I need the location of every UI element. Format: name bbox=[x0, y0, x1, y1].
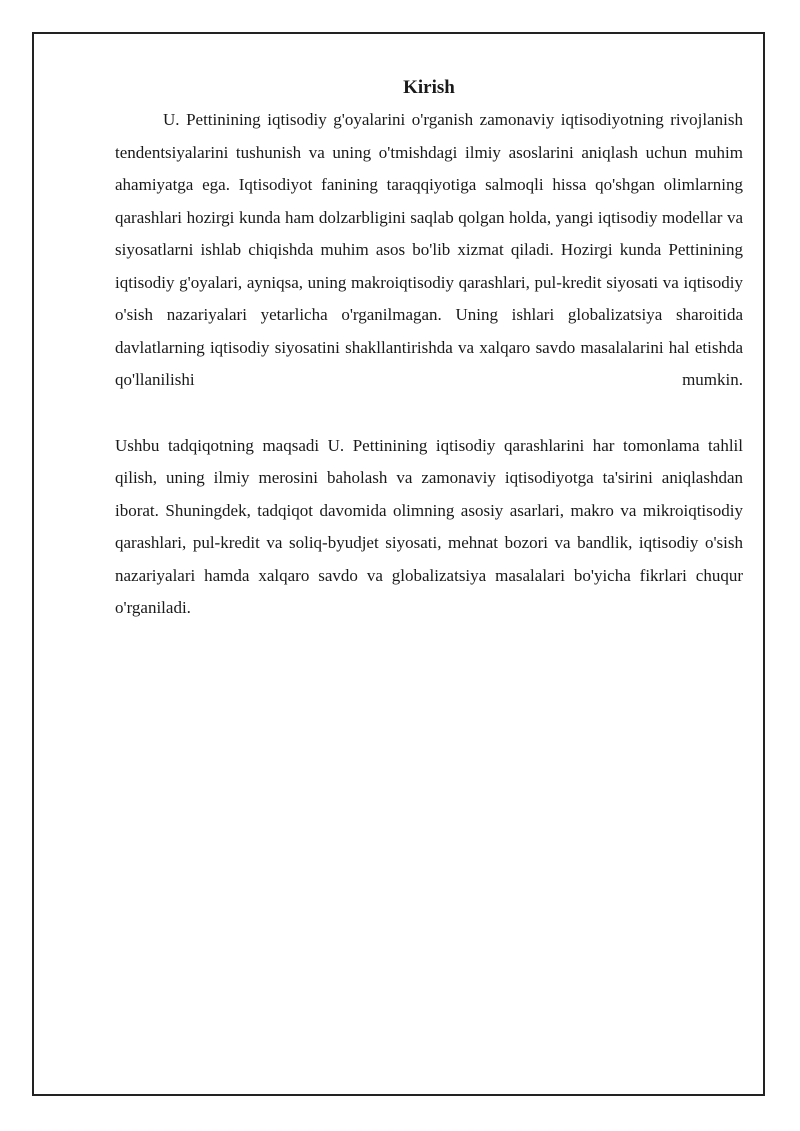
document-body bbox=[115, 72, 743, 625]
paragraph-research-goal: Ushbu tadqiqotning maqsadi U. Pettinining iqtisodiy qarashlarini har tomonlama tahlil qilish, uning ilmiy merosini baholash va zamonaviy iqtisodiyotga ta'sirini aniqlashdan iborat. Shuningdek, tadqiqot davomida olimning asosiy asarlari, makro va mikroiqtisodiy qarashlari, pul-kredit va soliq-byudjet siyosati, mehnat bozori va bandlik, iqtisodiy o'sish nazariyalari hamda xalqaro savdo va globalizatsiya masalalari bo'yicha fikrlari chuqur o'rganiladi. bbox=[115, 435, 743, 617]
document-title: Kirish bbox=[403, 77, 455, 98]
paragraph-introduction: U. Pettinining iqtisodiy g'oyalarini o'rganish zamonaviy iqtisodiyotning rivojlanish tendentsiyalarini tushunish va uning o'tmishdagi ilmiy asoslarini aniqlash uchun muhim ahamiyatga ega. Iqtisodiyot fanining taraqqiyotiga salmoqli hissa qo'shgan olimlarning qarashlari hozirgi kunda ham dolzarbligini saqlab qolgan holda, yangi iqtisodiy modellar va siyosatlarni ishlab chiqishda muhim asos bo'lib xizmat qiladi. Hozirgi kunda Pettinining iqtisodiy g'oyalari, ayniqsa, uning makroiqtisodiy qarashlari, pul-kredit siyosati va iqtisodiy o'sish nazariyalari yetarlicha o'rganilmagan. Uning ishlari globalizatsiya sharoitida davlatlarning iqtisodiy siyosatini shakllantirishda va xalqaro savdo masalalarini hal etishda qo'llanilishi mumkin. bbox=[115, 110, 743, 389]
